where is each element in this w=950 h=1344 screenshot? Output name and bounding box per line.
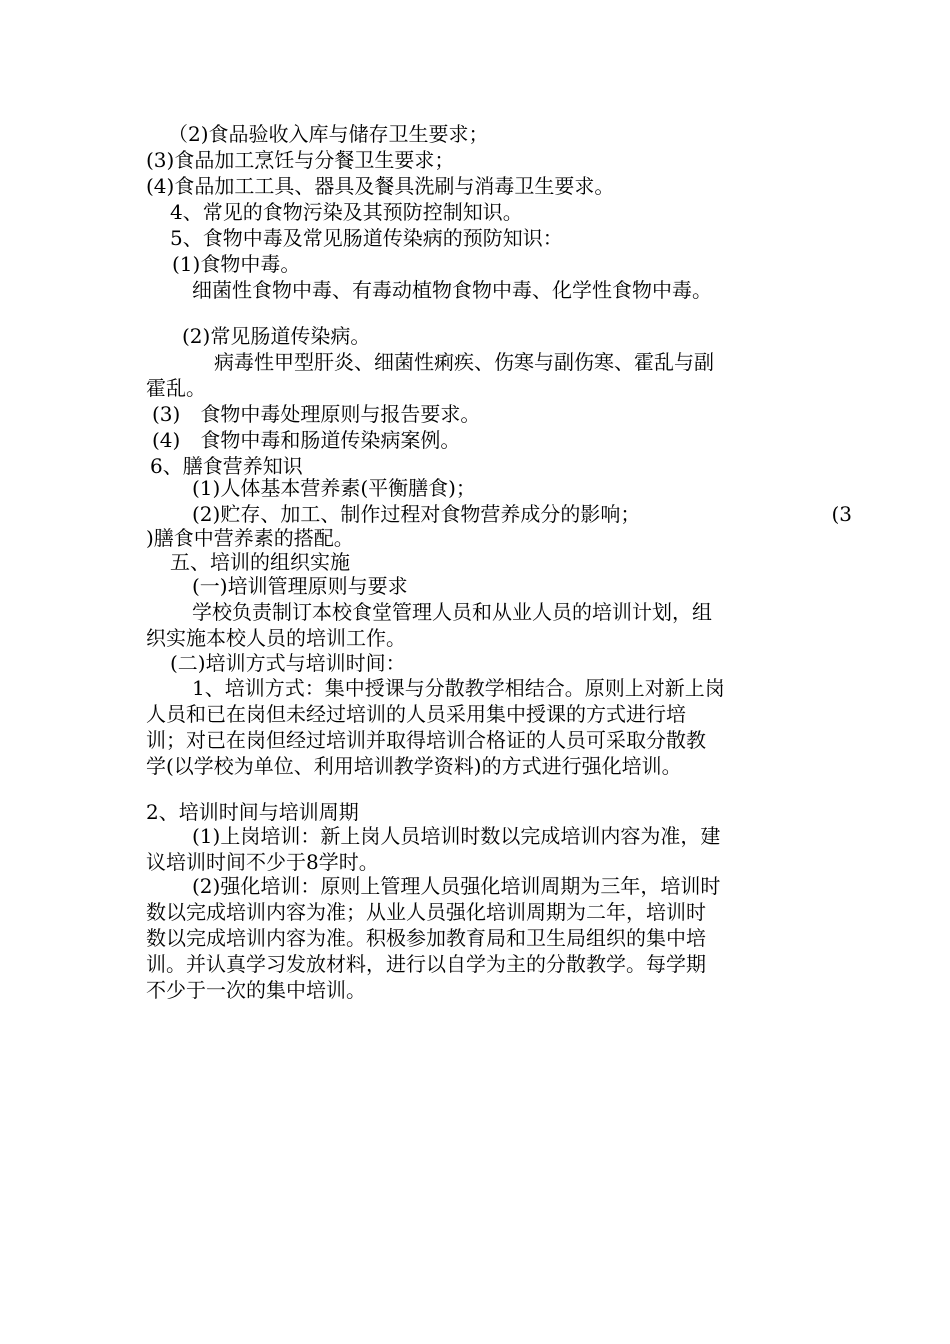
text-line: (3)食品加工烹饪与分餐卫生要求； xyxy=(146,148,455,172)
text-line: 织实施本校人员的培训工作。 xyxy=(146,626,406,650)
text-line: 6、膳食营养知识 xyxy=(150,454,303,478)
text-line: 议培训时间不少于8学时。 xyxy=(146,850,379,874)
text-line: 人员和已在岗但未经过培训的人员采用集中授课的方式进行培 xyxy=(146,702,686,726)
text-line: (一)培训管理原则与要求 xyxy=(192,574,408,598)
text-line: (3) 食物中毒处理原则与报告要求。 xyxy=(152,402,481,426)
text-line: (2)常见肠道传染病。 xyxy=(182,324,371,348)
text-line: 学(以学校为单位、利用培训教学资料)的方式进行强化培训。 xyxy=(146,754,682,778)
text-line: 学校负责制订本校食堂管理人员和从业人员的培训计划，组 xyxy=(192,600,712,624)
text-line: 数以完成培训内容为准；从业人员强化培训周期为二年，培训时 xyxy=(146,900,706,924)
text-line: 训；对已在岗但经过培训并取得培训合格证的人员可采取分散教 xyxy=(146,728,706,752)
text-line: 4、常见的食物污染及其预防控制知识。 xyxy=(170,200,523,224)
text-line: 霍乱。 xyxy=(146,376,206,400)
text-line: (4) 食物中毒和肠道传染病案例。 xyxy=(152,428,461,452)
text-line: 5、食物中毒及常见肠道传染病的预防知识： xyxy=(170,226,563,250)
text-line: 2、培训时间与培训周期 xyxy=(146,800,359,824)
text-line: (1)人体基本营养素(平衡膳食)； xyxy=(192,476,476,500)
text-line: (4)食品加工工具、器具及餐具洗刷与消毒卫生要求。 xyxy=(146,174,615,198)
text-line: 病毒性甲型肝炎、细菌性痢疾、伤寒与副伤寒、霍乱与副 xyxy=(214,350,714,374)
text-segment: (3 xyxy=(831,502,852,526)
text-segment: (2)贮存、加工、制作过程对食物营养成分的影响； xyxy=(192,502,641,526)
text-line: 不少于一次的集中培训。 xyxy=(146,978,366,1002)
text-line: )膳食中营养素的搭配。 xyxy=(146,526,354,550)
text-line: (1)食物中毒。 xyxy=(172,252,301,276)
text-line: 细菌性食物中毒、有毒动植物食物中毒、化学性食物中毒。 xyxy=(192,278,712,302)
text-line: (二)培训方式与培训时间： xyxy=(170,651,406,675)
text-line: 数以完成培训内容为准。积极参加教育局和卫生局组织的集中培 xyxy=(146,926,706,950)
text-line: (2)强化培训：原则上管理人员强化培训周期为三年，培训时 xyxy=(192,874,721,898)
text-line: （2)食品验收入库与储存卫生要求； xyxy=(168,122,489,146)
text-line xyxy=(146,501,852,527)
text-line: 1、培训方式：集中授课与分散教学相结合。原则上对新上岗 xyxy=(192,676,725,700)
text-line: (1)上岗培训：新上岗人员培训时数以完成培训内容为准，建 xyxy=(192,824,721,848)
section-heading: 五、培训的组织实施 xyxy=(170,550,350,574)
text-line: 训。并认真学习发放材料，进行以自学为主的分散教学。每学期 xyxy=(146,952,706,976)
